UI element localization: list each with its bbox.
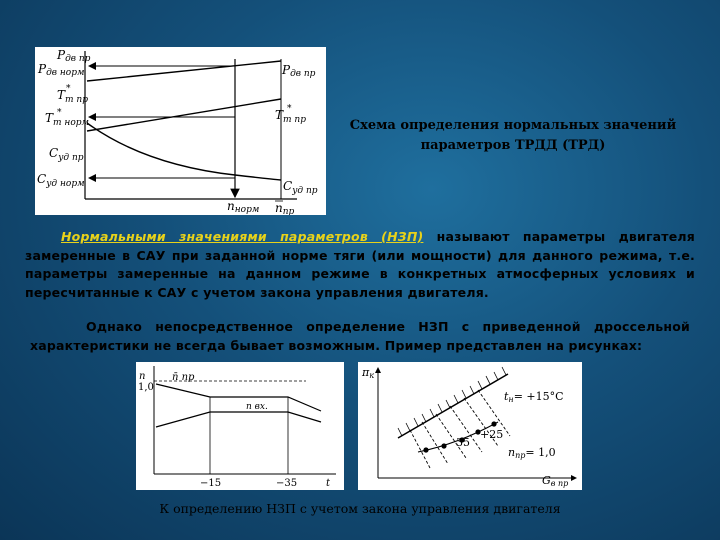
normal-values-diagram-svg — [35, 47, 326, 215]
nzp-term: Нормальными значениями параметров (НЗП) — [61, 229, 424, 244]
star-mark: * — [57, 108, 62, 118]
svg-text:Pдв пр: Pдв пр — [57, 48, 91, 64]
x-label: Gв пр — [542, 474, 569, 488]
slide-title: Схема определения нормальных значений параметров ТРДД (ТРД) — [349, 118, 677, 153]
throttle-characteristic-diagram — [136, 362, 344, 490]
npr-curve — [156, 384, 321, 411]
svg-text:Cуд норм: $C_{уд норм}$ — [37, 172, 85, 189]
svg-text:Tт пр: $T_{т пр}$ — [275, 108, 306, 125]
svg-text:Pдв норм: Pдв норм — [38, 62, 85, 78]
y-label: n — [139, 371, 146, 382]
temperature-label: tн= +15°C — [504, 390, 564, 404]
definition-text: называют параметры двигателя замеренные в САУ при заданной норме тяги (или мощности) для данного режима, т.е. параметры замеренные на данном режиме в конкретных атмосферных условиях и пересчитанные к САУ с учетом закона управления двигателя. — [25, 229, 696, 300]
svg-text:Cуд пр: $C_{уд пр}$ — [283, 179, 318, 196]
svg-text:Pдв пр: Pдв пр — [282, 63, 316, 79]
svg-text:Cуд пр: $C_{уд пр}$ — [49, 146, 84, 163]
cud-curve — [87, 123, 281, 180]
speed-label: nпр= 1,0 — [508, 446, 556, 460]
example-paragraph — [30, 318, 690, 355]
iso-label: +25 — [480, 428, 504, 441]
example-text: Однако непосредственное определение НЗП с приведенной дроссельной характеристики не всегда бывает возможным. Пример представлен на рисунках: — [30, 319, 690, 353]
nvh-curve — [156, 412, 321, 427]
left-labels — [37, 48, 91, 189]
npr-label: n̄ пр — [172, 372, 195, 383]
svg-text:nпр: nпр — [275, 201, 295, 215]
svg-text:Tт пр: $T_{т пр}$ — [57, 88, 88, 105]
definition-paragraph — [25, 228, 695, 302]
x-label: t — [326, 478, 331, 489]
bottom-labels — [227, 199, 295, 215]
svg-text:Tт норм: $T_{т норм}$ — [45, 111, 89, 128]
compressor-map-svg — [358, 362, 582, 490]
star-mark: * — [66, 84, 71, 94]
compressor-map-diagram — [358, 362, 582, 490]
y-label: πк — [362, 366, 375, 380]
surge-hatch — [398, 367, 506, 436]
star-mark: * — [287, 104, 292, 114]
x-tick: −15 — [200, 478, 222, 489]
iso-label: 35 — [456, 436, 470, 449]
nvh-label: n вх. — [246, 402, 268, 412]
tt-line — [87, 99, 281, 131]
pdv-line — [87, 61, 281, 81]
svg-text:nнорм: nнорм — [227, 199, 260, 215]
y-tick: 1,0 — [138, 382, 154, 393]
x-tick: −35 — [276, 478, 298, 489]
normal-values-diagram — [35, 47, 326, 215]
figure-caption: К определению НЗП с учетом закона управления двигателя — [159, 501, 561, 516]
throttle-characteristic-svg — [136, 362, 344, 490]
